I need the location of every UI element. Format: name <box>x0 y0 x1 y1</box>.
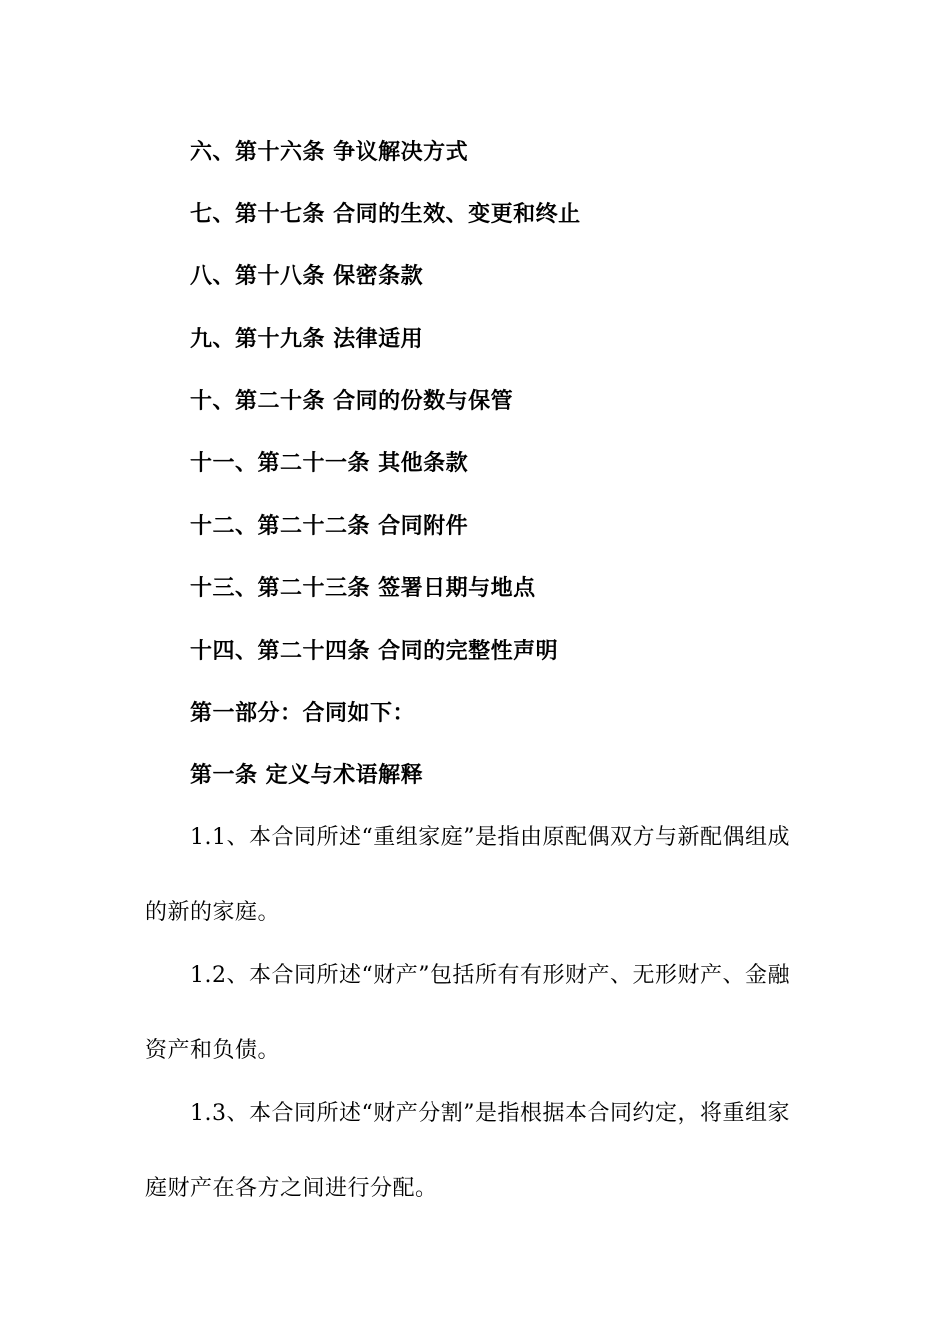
clause-1-2-line-1: 1.2、本合同所述“财产”包括所有有形财产、无形财产、金融 <box>190 963 790 988</box>
clause-1-1-line-2: 的新的家庭。 <box>145 900 281 925</box>
clause-1-3-line-2: 庭财产在各方之间进行分配。 <box>145 1176 438 1201</box>
toc-item-23: 十三、第二十三条 签署日期与地点 <box>190 575 536 601</box>
clause-1-1-line-1: 1.1、本合同所述“重组家庭”是指由原配偶双方与新配偶组成 <box>190 825 790 850</box>
article-heading: 第一条 定义与术语解释 <box>190 762 424 788</box>
toc-item-16: 六、第十六条 争议解决方式 <box>190 139 469 165</box>
clause-1-2-line-2: 资产和负债。 <box>145 1038 281 1063</box>
toc-item-17: 七、第十七条 合同的生效、变更和终止 <box>190 201 581 227</box>
toc-item-21: 十一、第二十一条 其他条款 <box>190 450 469 476</box>
toc-item-24: 十四、第二十四条 合同的完整性声明 <box>190 638 559 664</box>
toc-item-19: 九、第十九条 法律适用 <box>190 326 424 352</box>
toc-item-18: 八、第十八条 保密条款 <box>190 263 424 289</box>
toc-item-20: 十、第二十条 合同的份数与保管 <box>190 388 514 414</box>
part-heading: 第一部分：合同如下： <box>190 700 416 726</box>
clause-1-3-line-1: 1.3、本合同所述“财产分割”是指根据本合同约定，将重组家 <box>190 1101 790 1126</box>
toc-item-22: 十二、第二十二条 合同附件 <box>190 513 469 539</box>
